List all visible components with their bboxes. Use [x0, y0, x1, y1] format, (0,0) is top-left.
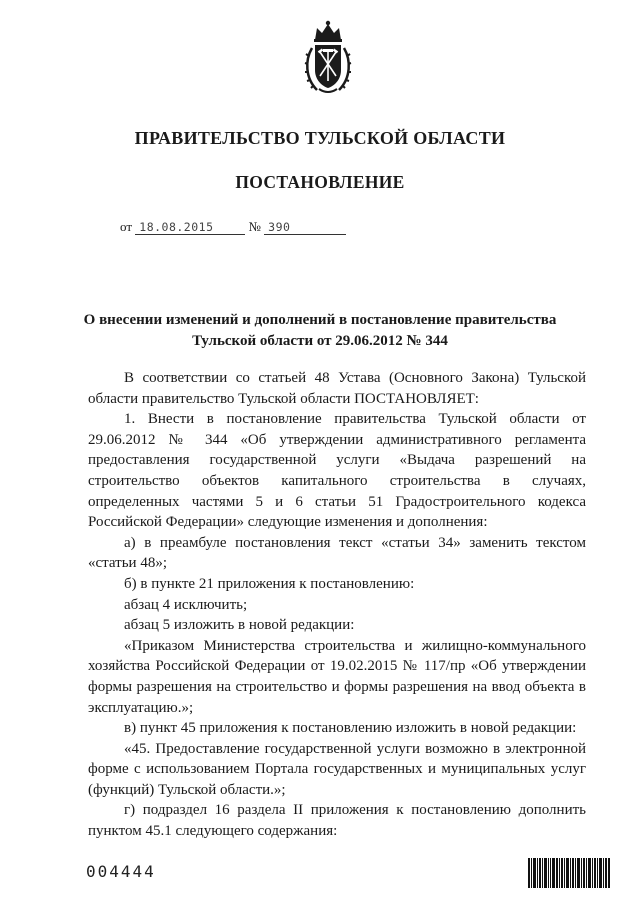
body-line: Российской Федерации» следующие изменения и дополнения:: [88, 514, 488, 531]
body-line: строительство объектов капитального строительства в случаях,: [88, 472, 586, 489]
body-line: эксплуатацию.»;: [88, 699, 194, 716]
document-body: [88, 368, 586, 842]
number-label: №: [248, 219, 261, 234]
body-line: области правительство Тульской области ПОСТАНОВЛЯЕТ:: [88, 390, 479, 407]
body-line: (функций) Тульской области.»;: [88, 781, 286, 798]
serial-number: 004444: [86, 862, 156, 881]
document-number: 390: [264, 220, 346, 235]
date-number-line: [120, 219, 346, 235]
subject-line: Тульской области от 29.06.2012 № 344: [192, 333, 448, 349]
document-type: ПОСТАНОВЛЕНИЕ: [235, 172, 405, 192]
body-line: «статьи 48»;: [88, 555, 168, 572]
body-line: в) пункт 45 приложения к постановлению изложить в новой редакции:: [124, 720, 577, 737]
body-line: абзац 4 исключить;: [124, 596, 248, 613]
body-line: В соответствии со статьей 48 Устава (Основного Закона) Тульской: [124, 370, 586, 386]
body-line: пунктом 45.1 следующего содержания:: [88, 823, 338, 840]
coat-of-arms-icon: [303, 18, 353, 98]
body-line: г) подраздел 16 раздела II приложения к постановлению дополнить: [124, 802, 586, 819]
body-line: определенных частями 5 и 6 статьи 51 Градостроительного кодекса: [88, 493, 586, 510]
body-line: абзац 5 изложить в новой редакции:: [124, 617, 355, 634]
from-label: от: [120, 219, 133, 234]
body-line: форме с использованием Портала государственных и муниципальных услуг: [88, 761, 586, 778]
body-line: 29.06.2012 № 344 «Об утверждении административного регламента: [88, 431, 586, 448]
body-line: формы разрешения на строительство и формы разрешения на ввод объекта в: [88, 678, 586, 695]
body-line: «Приказом Министерства строительства и жилищно-коммунального: [124, 637, 586, 654]
subject-line: О внесении изменений и дополнений в постановление правительства: [83, 312, 557, 328]
document-subject: [70, 310, 570, 352]
government-title: ПРАВИТЕЛЬСТВО ТУЛЬСКОЙ ОБЛАСТИ: [134, 128, 506, 148]
body-line: б) в пункте 21 приложения к постановлению:: [124, 575, 415, 592]
barcode-icon: [528, 858, 610, 888]
document-date: 18.08.2015: [135, 220, 245, 235]
body-line: хозяйства Российской Федерации от 19.02.2015 № 117/пр «Об утверждении: [88, 658, 586, 675]
body-line: 1. Внести в постановление правительства Тульской области от: [124, 411, 586, 428]
body-line: предоставления государственной услуги «Выдача разрешений на: [88, 452, 586, 469]
body-line: «45. Предоставление государственной услуги возможно в электронной: [124, 740, 586, 757]
body-line: а) в преамбуле постановления текст «статьи 34» заменить текстом: [124, 534, 586, 551]
